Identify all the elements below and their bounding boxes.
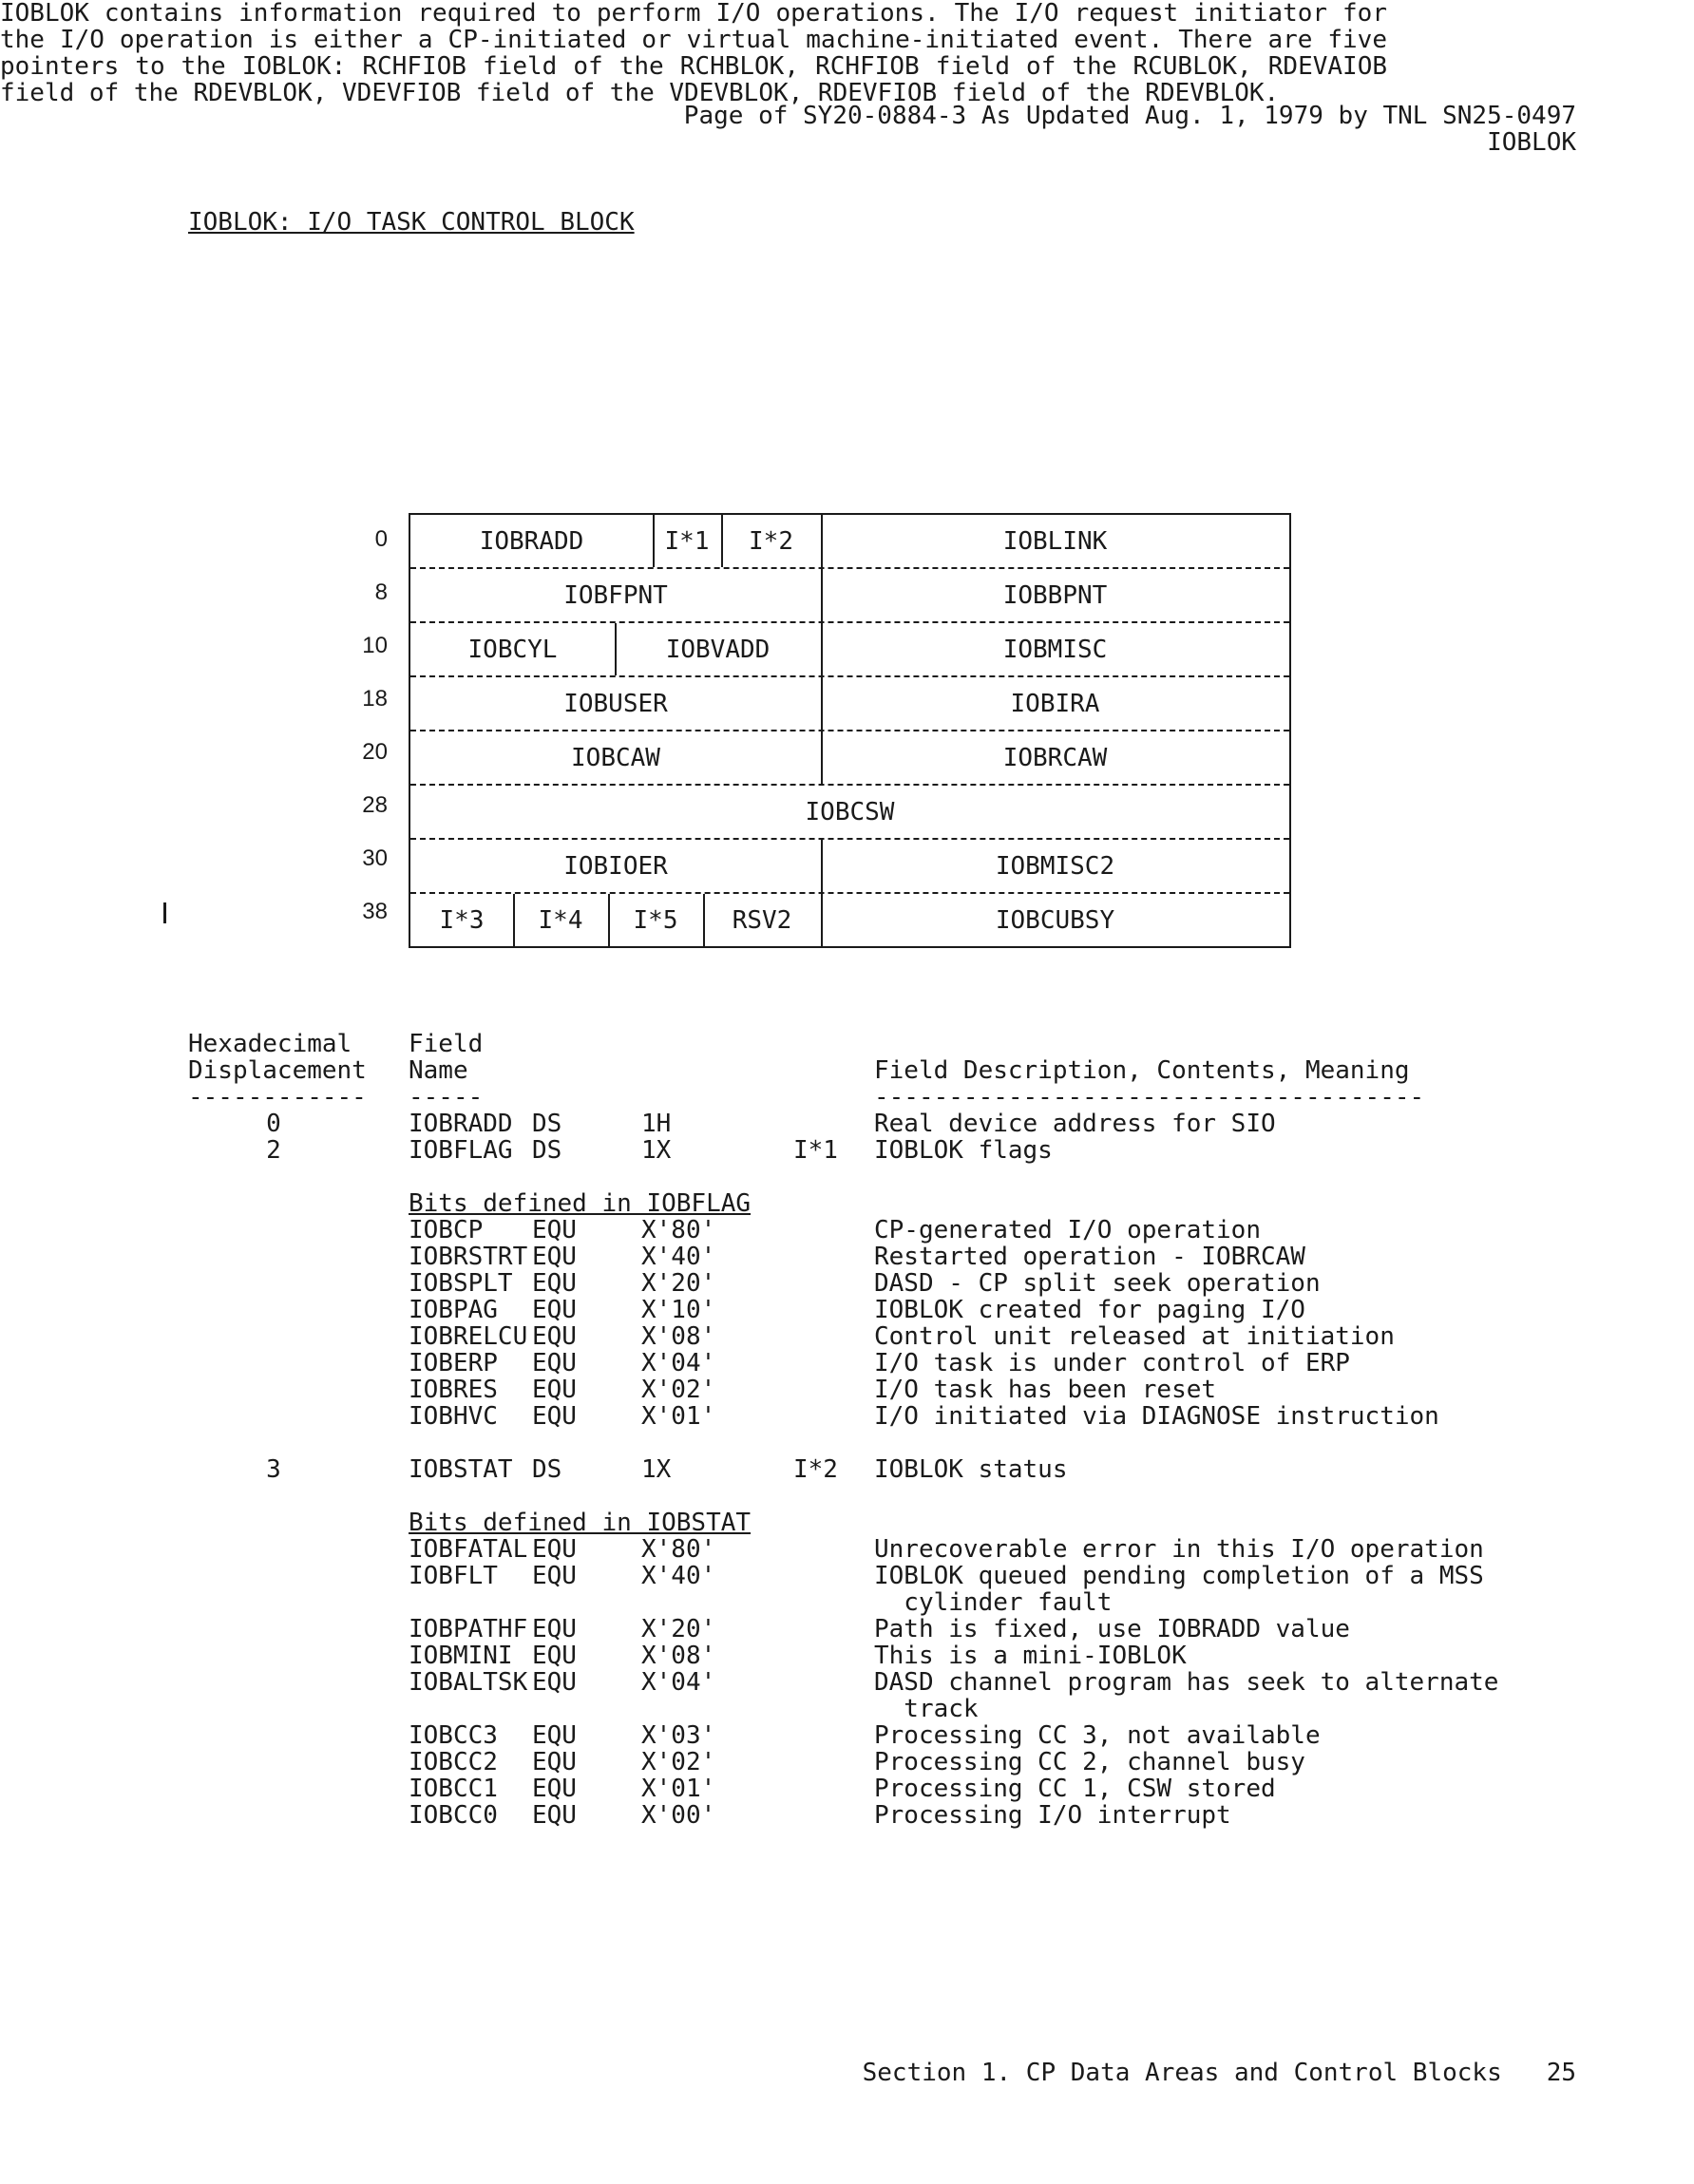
bit-type: EQU (532, 1562, 577, 1590)
field-name: IOBFLAG (409, 1136, 513, 1165)
diagram-row (410, 894, 1289, 946)
field-cell: IOBVADD (615, 623, 823, 675)
offset-label: 10 (362, 633, 388, 658)
bit-description: Processing I/O interrupt (874, 1801, 1231, 1830)
bit-value: X'20' (641, 1269, 716, 1298)
diagram-row (410, 623, 1289, 677)
field-cell: IOBFPNT (410, 569, 823, 621)
col-header-field-1: Field (409, 1030, 484, 1058)
col-header-field-2: Name (409, 1056, 468, 1085)
bit-description: DASD channel program has seek to alternate track (874, 1668, 1499, 1723)
diagram-box (409, 513, 1291, 948)
field-cell: IOBRCAW (1002, 743, 1108, 772)
bit-name: IOBCC0 (409, 1801, 498, 1830)
bit-description: Processing CC 2, channel busy (874, 1748, 1305, 1776)
bit-type: EQU (532, 1775, 577, 1803)
bit-value: X'04' (641, 1668, 716, 1697)
bit-name: IOBPATHF (409, 1615, 528, 1643)
field-value: 1H (641, 1110, 672, 1138)
bit-name: IOBRES (409, 1376, 498, 1404)
footer-section: Section 1. CP Data Areas and Control Blocks (862, 2059, 1502, 2087)
bit-value: X'08' (641, 1322, 716, 1351)
bit-name: IOBCP (409, 1216, 484, 1244)
bit-value: X'02' (641, 1376, 716, 1404)
bit-type: EQU (532, 1642, 577, 1670)
bit-value: X'10' (641, 1296, 716, 1324)
bit-name: IOBERP (409, 1349, 498, 1377)
field-type: DS (532, 1110, 562, 1138)
bit-description: IOBLOK queued pending completion of a MSS cylinder fault (874, 1562, 1484, 1617)
offset-label: 18 (362, 686, 388, 712)
bit-name: IOBRELCU (409, 1322, 528, 1351)
bit-type: EQU (532, 1721, 577, 1750)
change-bar (163, 902, 166, 923)
bit-value: X'00' (641, 1801, 716, 1830)
bit-type: EQU (532, 1376, 577, 1404)
diagram-row (410, 569, 1289, 623)
field-cell: I*4 (513, 894, 610, 946)
diagram-row (410, 731, 1289, 786)
field-cell: IOBRADD (410, 515, 655, 567)
bit-description: I/O task has been reset (874, 1376, 1217, 1404)
bit-description: Path is fixed, use IOBRADD value (874, 1615, 1350, 1643)
bit-name: IOBFLT (409, 1562, 498, 1590)
bit-description: Unrecoverable error in this I/O operation (874, 1535, 1484, 1564)
bit-name: IOBCC1 (409, 1775, 498, 1803)
bit-type: EQU (532, 1349, 577, 1377)
offset-label: 20 (362, 739, 388, 765)
bit-type: EQU (532, 1748, 577, 1776)
bit-description: DASD - CP split seek operation (874, 1269, 1321, 1298)
offset-label: 30 (362, 845, 388, 871)
bit-value: X'01' (641, 1402, 716, 1431)
field-cell: IOBIRA (1010, 689, 1100, 718)
bit-type: EQU (532, 1402, 577, 1431)
bit-type: EQU (532, 1216, 577, 1244)
displacement: 3 (266, 1455, 281, 1484)
field-cell: RSV2 (703, 894, 823, 946)
page-title: IOBLOK: I/O TASK CONTROL BLOCK (188, 208, 635, 237)
field-cell: IOBIOER (410, 840, 823, 892)
field-description: Real device address for SIO (874, 1110, 1276, 1138)
bit-value: X'02' (641, 1748, 716, 1776)
bit-type: EQU (532, 1322, 577, 1351)
bit-type: EQU (532, 1243, 577, 1271)
offset-label: 28 (362, 792, 388, 818)
col-header-displacement-2: Displacement (188, 1056, 367, 1085)
footer-page-number: 25 (1546, 2059, 1576, 2087)
bit-value: X'01' (641, 1775, 716, 1803)
col-header-displacement-1: Hexadecimal (188, 1030, 352, 1058)
bit-name: IOBPAG (409, 1296, 498, 1324)
field-label: I*2 (793, 1455, 838, 1484)
bit-value: X'80' (641, 1216, 716, 1244)
bit-description: CP-generated I/O operation (874, 1216, 1261, 1244)
intro-paragraph: IOBLOK contains information required to perform I/O operations. The I/O request initiator for the I/O operation is either a CP-initiated or virtual machine-initiated event. There are five pointers to the IOBLOK: RCHFIOB field of the RCHBLOK, RCHFIOB field of the RCUBLOK, RDEVAIOB field of the RDEVBLOK, VDEVFIOB field of the VDEVBLOK, RDEVFIOB field of the RDEVBLOK. (0, 0, 1387, 107)
field-cell: IOBMISC (1002, 635, 1108, 664)
header-rule: ------------ (188, 1083, 367, 1111)
page-header-block-name: IOBLOK (1487, 128, 1576, 157)
bit-type: EQU (532, 1269, 577, 1298)
bit-type: EQU (532, 1615, 577, 1643)
field-cell: IOBCYL (410, 623, 617, 675)
field-value: 1X (641, 1455, 672, 1484)
bit-description: Control unit released at initiation (874, 1322, 1395, 1351)
field-cell: IOBCSW (805, 797, 895, 826)
page-header-line: Page of SY20-0884-3 As Updated Aug. 1, 1979 by TNL SN25-0497 (683, 102, 1576, 130)
bit-name: IOBMINI (409, 1642, 513, 1670)
bit-description: I/O task is under control of ERP (874, 1349, 1350, 1377)
field-cell: IOBMISC2 (995, 851, 1115, 881)
field-cell: IOBCUBSY (995, 905, 1115, 935)
col-header-description: Field Description, Contents, Meaning (874, 1056, 1410, 1085)
bit-name: IOBCC3 (409, 1721, 498, 1750)
bit-name: IOBRSTRT (409, 1243, 528, 1271)
field-cell: I*1 (653, 515, 723, 567)
diagram-row (410, 515, 1289, 569)
bit-name: IOBHVC (409, 1402, 498, 1431)
bit-name: IOBFATAL (409, 1535, 528, 1564)
field-name: IOBRADD (409, 1110, 513, 1138)
bit-value: X'03' (641, 1721, 716, 1750)
field-type: DS (532, 1136, 562, 1165)
bit-description: Restarted operation - IOBRCAW (874, 1243, 1305, 1271)
displacement: 0 (266, 1110, 281, 1138)
field-label: I*1 (793, 1136, 838, 1165)
bit-name: IOBALTSK (409, 1668, 528, 1697)
header-rule: ----- (409, 1083, 484, 1111)
bit-description: Processing CC 1, CSW stored (874, 1775, 1276, 1803)
bit-type: EQU (532, 1668, 577, 1697)
bit-description: Processing CC 3, not available (874, 1721, 1321, 1750)
bit-name: IOBCC2 (409, 1748, 498, 1776)
bit-value: X'40' (641, 1562, 716, 1590)
bit-value: X'20' (641, 1615, 716, 1643)
diagram-row (410, 840, 1289, 894)
diagram-row (410, 786, 1289, 840)
bit-type: EQU (532, 1535, 577, 1564)
header-rule: ------------------------------------- (874, 1083, 1425, 1111)
bit-description: IOBLOK created for paging I/O (874, 1296, 1305, 1324)
field-description: IOBLOK status (874, 1455, 1068, 1484)
bit-value: X'40' (641, 1243, 716, 1271)
field-cell: IOBBPNT (1002, 580, 1108, 610)
page-footer (863, 2060, 1576, 2086)
bit-description: This is a mini-IOBLOK (874, 1642, 1187, 1670)
bit-type: EQU (532, 1801, 577, 1830)
offset-label: 8 (374, 579, 388, 605)
offset-label: 38 (362, 899, 388, 924)
field-cell: I*2 (721, 515, 823, 567)
diagram-row (410, 677, 1289, 731)
bit-value: X'04' (641, 1349, 716, 1377)
field-type: DS (532, 1455, 562, 1484)
field-cell: I*3 (410, 894, 515, 946)
field-cell: IOBUSER (410, 677, 823, 730)
bit-name: IOBSPLT (409, 1269, 513, 1298)
field-description: IOBLOK flags (874, 1136, 1053, 1165)
bit-value: X'08' (641, 1642, 716, 1670)
field-value: 1X (641, 1136, 672, 1165)
bits-section-title: Bits defined in IOBSTAT (409, 1509, 752, 1537)
field-cell: I*5 (608, 894, 705, 946)
displacement: 2 (266, 1136, 281, 1165)
field-name: IOBSTAT (409, 1455, 513, 1484)
field-cell: IOBCAW (410, 731, 823, 784)
bits-section-title: Bits defined in IOBFLAG (409, 1189, 752, 1218)
field-cell: IOBLINK (1002, 526, 1108, 556)
bit-description: I/O initiated via DIAGNOSE instruction (874, 1402, 1439, 1431)
offset-label: 0 (374, 526, 388, 552)
bit-type: EQU (532, 1296, 577, 1324)
bit-value: X'80' (641, 1535, 716, 1564)
